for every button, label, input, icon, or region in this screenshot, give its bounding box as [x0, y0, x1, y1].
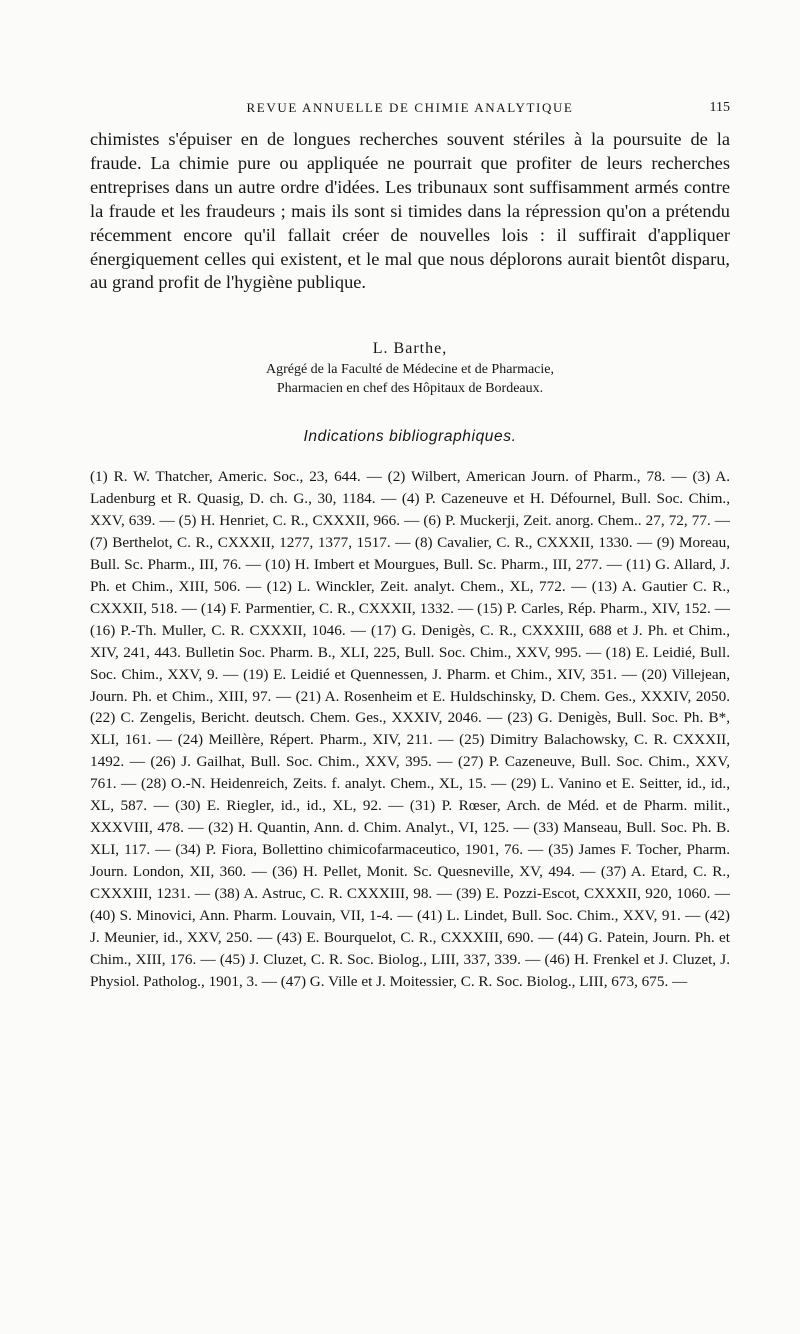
- body-text: [90, 128, 730, 295]
- author-affiliation-line: Pharmacien en chef des Hôpitaux de Bordeaux.: [276, 381, 544, 396]
- bibliography-heading: Indications bibliographiques.: [303, 428, 517, 445]
- running-head: [90, 100, 730, 120]
- paragraph: chimistes s'épuiser en de longues recherches souvent stériles à la poursuite de la fraude. La chimie pure ou appliquée ne pourrait que profiter de leurs recherches entreprises dans un autre ordre d'idées. Les tribunaux sont suffisamment armés contre la fraude et les fraudeurs ; mais ils sont si timides dans la répression qu'on a prétendu récemment encore qu'il fallait créer de nouvelles lois : il suffirait d'appliquer énergiquement celles qui existent, et le mal que nous déplorons aurait bientôt disparu, au grand profit de l'hygiène publique.: [90, 129, 730, 293]
- bibliography-references: [90, 466, 730, 993]
- running-title: REVUE ANNUELLE DE CHIMIE ANALYTIQUE: [246, 100, 574, 115]
- author-title-line: Agrégé de la Faculté de Médecine et de Pharmacie,: [265, 362, 555, 377]
- signature-block: [90, 338, 730, 398]
- page-number: 115: [709, 100, 730, 115]
- references-text: (1) R. W. Thatcher, Americ. Soc., 23, 644. — (2) Wilbert, American Journ. of Pharm., 78. — (3) A. Ladenburg et R. Quasig, D. ch. G., 30, 1184. — (4) P. Cazeneuve et H. Défournel, Bull. Soc. Chim., XXV, 639. — (5) H. Henriet, C. R., CXXXII, 966. — (6) P. Muckerji, Zeit. anorg. Chem.. 27, 72, 77. — (7) Berthelot, C. R., CXXXII, 1277, 1377, 1517. — (8) Cavalier, C. R., CXXXII, 1330. — (9) Moreau, Bull. Sc. Pharm., III, 76. — (10) H. Imbert et Mourgues, Bull. Sc. Pharm., III, 277. — (11) G. Allard, J. Ph. et Chim., XIII, 506. — (12) L. Winckler, Zeit. analyt. Chem., XL, 772. — (13) A. Gautier C. R., CXXXII, 518. — (14) F. Parmentier, C. R., CXXXII, 1332. — (15) P. Carles, Rép. Pharm., XIV, 152. — (16) P.-Th. Muller, C. R. CXXXII, 1046. — (17) G. Denigès, C. R., CXXXIII, 688 et J. Ph. et Chim., XIV, 241, 443. Bulletin Soc. Pharm. B., XLI, 225, Bull. Soc. Chim., XXV, 995. — (18) E. Leidié, Bull. Soc. Chim., XXV, 9. — (19) E. Leidié et Quennessen, J. Pharm. et Chim., XIV, 351. — (20) Villejean, Journ. Ph. et Chim., XIII, 97. — (21) A. Rosenheim et E. Huldschinsky, D. Chem. Ges., XXXIV, 2050. (22) C. Zengelis, Bericht. deutsch. Chem. Ges., XXXIV, 2046. — (23) G. Denigès, Bull. Soc. Ph. B*, XLI, 161. — (24) Meillère, Répert. Pharm., XIV, 211. — (25) Dimitry Balachowsky, C. R. CXXXII, 1492. — (26) J. Gailhat, Bull. Soc. Chim., XXV, 395. — (27) P. Cazeneuve, Bull. Soc. Chim., XXV, 761. — (28) O.-N. Heidenreich, Zeits. f. analyt. Chem., XL, 15. — (29) L. Vanino et E. Seitter, id., id., XL, 587. — (30) E. Riegler, id., id., XL, 92. — (31) P. Rœser, Arch. de Méd. et de Pharm. milit., XXXVIII, 478. — (32) H. Quantin, Ann. d. Chim. Analyt., VI, 125. — (33) Manseau, Bull. Soc. Ph. B. XLI, 117. — (34) P. Fiora, Bollettino chimicofarmaceutico, 1901, 76. — (35) James F. Tocher, Pharm. Journ. London, XII, 360. — (36) H. Pellet, Monit. Sc. Quesneville, XV, 494. — (37) A. Etard, C. R., CXXXIII, 1231. — (38) A. Astruc, C. R. CXXXIII, 98. — (39) E. Pozzi-Escot, CXXXII, 920, 1060. — (40) S. Minovici, Ann. Pharm. Louvain, VII, 1-4. — (41) L. Lindet, Bull. Soc. Chim., XXV, 91. — (42) J. Meunier, id., XXV, 250. — (43) E. Bourquelot, C. R., CXXXIII, 690. — (44) G. Patein, Journ. Ph. et Chim., XIII, 176. — (45) J. Cluzet, C. R. Soc. Biolog., LIII, 337, 339. — (46) H. Frenkel et J. Cluzet, J. Physiol. Patholog., 1901, 3. — (47) G. Ville et J. Moitessier, C. R. Soc. Biolog., LIII, 673, 675. —: [90, 468, 730, 990]
- author-name: L. Barthe,: [372, 340, 448, 357]
